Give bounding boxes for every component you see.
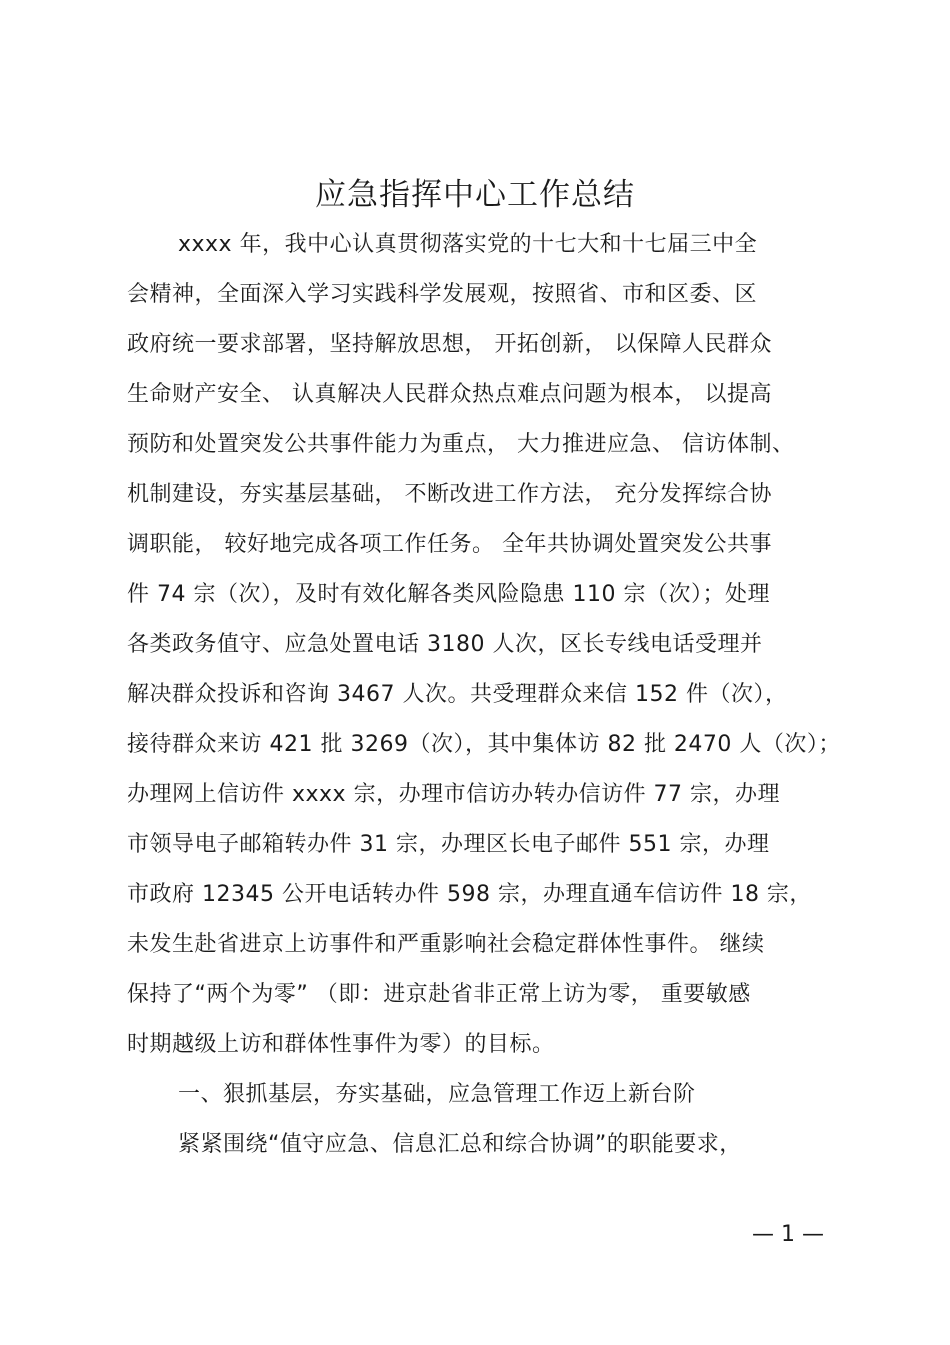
body-line-16: 保持了“两个为零” （即：进京赴省非正常上访为零， 重要敏感 <box>127 982 751 1007</box>
body-line-2: 会精神，全面深入学习实践科学发展观，按照省、市和区委、区 <box>127 282 758 307</box>
page-number: — 1 — <box>752 1222 824 1247</box>
body-line-4: 生命财产安全、 认真解决人民群众热点难点问题为根本， 以提高 <box>127 382 772 407</box>
body-line-10: 解决群众投诉和咨询 3467 人次。共受理群众来信 152 件（次）， <box>127 682 788 707</box>
body-line-19: 紧紧围绕“值守应急、信息汇总和综合协调”的职能要求， <box>178 1132 742 1157</box>
body-line-1: xxxx 年，我中心认真贯彻落实党的十七大和十七届三中全 <box>178 232 758 257</box>
body-line-9: 各类政务值守、应急处置电话 3180 人次，区长专线电话受理并 <box>127 632 763 657</box>
body-line-11: 接待群众来访 421 批 3269（次），其中集体访 82 批 2470 人（次）； <box>127 732 841 757</box>
body-line-7: 调职能， 较好地完成各项工作任务。 全年共协调处置突发公共事 <box>127 532 772 557</box>
body-line-6: 机制建设，夯实基层基础， 不断改进工作方法， 充分发挥综合协 <box>127 482 772 507</box>
body-line-14: 市政府 12345 公开电话转办件 598 宗，办理直通车信访件 18 宗， <box>127 882 812 907</box>
section-heading: 一、狠抓基层，夯实基础，应急管理工作迈上新台阶 <box>178 1082 696 1107</box>
body-line-5: 预防和处置突发公共事件能力为重点， 大力推进应急、 信访体制、 <box>127 432 795 457</box>
document-title: 应急指挥中心工作总结 <box>315 177 635 213</box>
body-line-15: 未发生赴省进京上访事件和严重影响社会稳定群体性事件。 继续 <box>127 932 765 957</box>
body-line-3: 政府统一要求部署，坚持解放思想， 开拓创新， 以保障人民群众 <box>127 332 772 357</box>
body-line-12: 办理网上信访件 xxxx 宗，办理市信访办转办信访件 77 宗，办理 <box>127 782 781 807</box>
body-line-8: 件 74 宗（次），及时有效化解各类风险隐患 110 宗（次）；处理 <box>127 582 770 607</box>
body-line-13: 市领导电子邮箱转办件 31 宗，办理区长电子邮件 551 宗，办理 <box>127 832 770 857</box>
body-line-17: 时期越级上访和群体性事件为零）的目标。 <box>127 1032 555 1057</box>
